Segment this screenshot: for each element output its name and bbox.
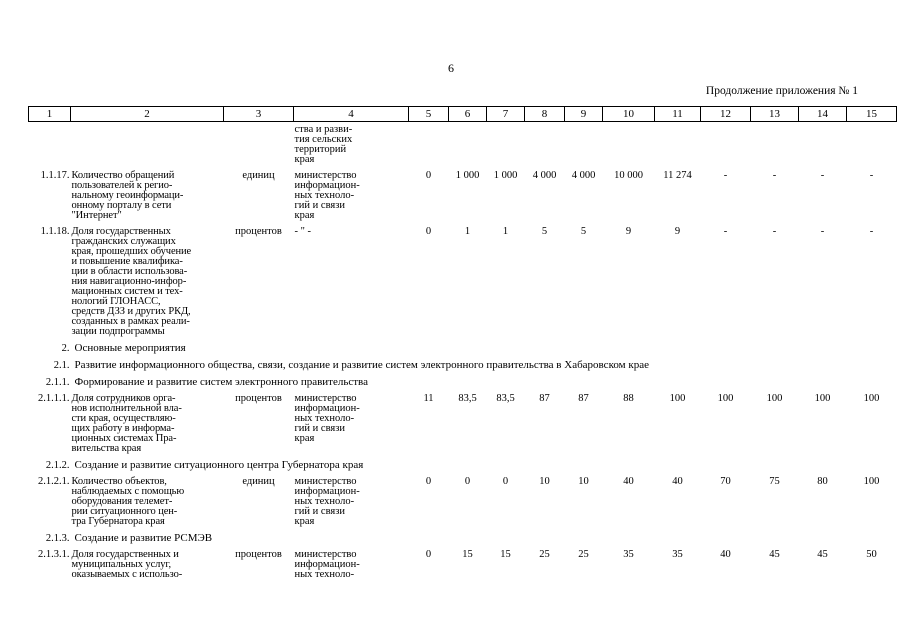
indicator-name: Количество обращений пользователей к регио- нальному геоинформаци- онному порталу в сети "Интернет"	[71, 170, 184, 221]
column-header-8: 8	[525, 107, 565, 122]
column-header-1: 1	[29, 107, 71, 122]
value-col-6: 83,5	[458, 393, 477, 404]
value-col-8: 4 000	[532, 170, 557, 181]
value-col-8: 5	[541, 226, 548, 237]
column-header-3: 3	[224, 107, 294, 122]
section-row	[29, 530, 897, 547]
value-col-11: 40	[672, 476, 683, 487]
value-col-10: 10 000	[614, 170, 643, 181]
value-col-14: 100	[814, 393, 831, 404]
table-row	[29, 474, 897, 530]
unit-of-measure: единиц	[242, 476, 275, 487]
value-col-13: -	[772, 170, 777, 181]
value-col-15: -	[869, 226, 874, 237]
table-body	[29, 122, 897, 584]
value-col-14: 45	[817, 549, 828, 560]
value-col-11	[655, 122, 701, 169]
value-col-7	[487, 122, 525, 169]
unit-of-measure: процентов	[235, 393, 282, 404]
column-header-4: 4	[294, 107, 409, 122]
section-number: 2.1.3.	[45, 533, 70, 544]
value-col-8: 25	[539, 549, 550, 560]
value-col-7: 0	[502, 476, 509, 487]
value-col-10: 35	[623, 549, 634, 560]
value-col-6	[449, 122, 487, 169]
value-col-11: 35	[672, 549, 683, 560]
column-header-2: 2	[71, 107, 224, 122]
table-row	[29, 122, 897, 169]
indicator-name: Доля сотрудников орга- нов исполнительной вла- сти края, осуществляю- щих работу в информа- ционных системах Пра- вительства края	[71, 393, 182, 454]
column-number-header	[29, 107, 897, 122]
section-title: Развитие информационного общества, связи, создание и развитие систем электронного правительства в Хабаровском крае	[74, 359, 649, 371]
row-number	[29, 122, 71, 169]
table-row	[29, 168, 897, 224]
value-col-8: 10	[539, 476, 550, 487]
value-col-7: 1 000	[493, 170, 518, 181]
section-number: 2.	[61, 343, 70, 354]
column-header-10: 10	[603, 107, 655, 122]
value-col-7: 1	[502, 226, 509, 237]
value-col-9: 4 000	[571, 170, 596, 181]
executor: министерство информацион- ных техноло-	[294, 549, 360, 580]
value-col-11: 11 274	[663, 170, 692, 181]
value-col-14: -	[820, 226, 825, 237]
value-col-6: 15	[462, 549, 473, 560]
value-col-7: 83,5	[496, 393, 515, 404]
value-col-14: 80	[817, 476, 828, 487]
value-col-5	[409, 122, 449, 169]
value-col-12: 100	[717, 393, 734, 404]
value-col-13	[751, 122, 799, 169]
indicators-table	[28, 106, 897, 583]
section-title: Формирование и развитие систем электронного правительства	[74, 376, 368, 388]
column-header-5: 5	[409, 107, 449, 122]
section-title: Создание и развитие ситуационного центра Губернатора края	[74, 459, 364, 471]
table-row	[29, 547, 897, 583]
section-row	[29, 374, 897, 391]
section-row	[29, 340, 897, 357]
value-col-14: -	[820, 170, 825, 181]
continuation-note: Продолжение приложения № 1	[705, 85, 858, 97]
value-col-10	[603, 122, 655, 169]
column-header-7: 7	[487, 107, 525, 122]
row-number: 2.1.1.1.	[38, 393, 70, 404]
indicator-name: Доля государственных гражданских служащих края, прошедших обучение и повышение квалифика- ции в области использова- ния навигационно-инфор- мационных систем и тех- нологий ГЛОНАСС, средств ДЗЗ и других РКД, созданных в рамках реали- зации подпрограммы	[71, 226, 192, 337]
value-col-14	[799, 122, 847, 169]
table-row	[29, 391, 897, 457]
unit-of-measure: единиц	[242, 170, 275, 181]
indicator-name: Количество объектов, наблюдаемых с помощью оборудования телемет- рии ситуационного цен- тра Губернатора края	[71, 476, 185, 527]
section-title: Создание и развитие РСМЭВ	[74, 532, 213, 544]
value-col-6: 1	[464, 226, 471, 237]
column-header-15: 15	[847, 107, 897, 122]
value-col-15: -	[869, 170, 874, 181]
value-col-7: 15	[500, 549, 511, 560]
value-col-10: 88	[623, 393, 634, 404]
value-col-5: 0	[425, 549, 432, 560]
indicator-name	[71, 122, 224, 169]
column-header-9: 9	[565, 107, 603, 122]
value-col-13: 75	[769, 476, 780, 487]
section-number: 2.1.1.	[45, 377, 70, 388]
value-col-9: 25	[578, 549, 589, 560]
row-number: 1.1.17.	[40, 170, 70, 181]
column-header-12: 12	[701, 107, 751, 122]
section-number: 2.1.	[53, 360, 70, 371]
section-title: Основные мероприятия	[74, 342, 186, 354]
value-col-6: 0	[464, 476, 471, 487]
value-col-13: 100	[766, 393, 783, 404]
page-number: 6	[448, 61, 454, 75]
value-col-13: -	[772, 226, 777, 237]
section-row	[29, 457, 897, 474]
row-number: 2.1.3.1.	[38, 549, 70, 560]
executor: ства и разви- тия сельских территорий края	[294, 124, 353, 165]
value-col-11: 100	[669, 393, 686, 404]
value-col-5: 0	[425, 170, 432, 181]
executor: министерство информацион- ных техноло- гий и связи края	[294, 393, 360, 444]
value-col-15: 100	[863, 476, 880, 487]
section-number: 2.1.2.	[45, 460, 70, 471]
value-col-12: 40	[720, 549, 731, 560]
value-col-15	[847, 122, 897, 169]
value-col-12: 70	[720, 476, 731, 487]
value-col-9: 10	[578, 476, 589, 487]
value-col-5: 11	[423, 393, 434, 404]
value-col-12: -	[723, 170, 728, 181]
value-col-9: 5	[580, 226, 587, 237]
value-col-5: 0	[425, 476, 432, 487]
value-col-9	[565, 122, 603, 169]
value-col-11: 9	[674, 226, 681, 237]
unit-of-measure	[224, 122, 294, 169]
column-header-6: 6	[449, 107, 487, 122]
row-number: 2.1.2.1.	[38, 476, 70, 487]
value-col-6: 1 000	[455, 170, 480, 181]
value-col-13: 45	[769, 549, 780, 560]
indicator-name: Доля государственных и муниципальных услуг, оказываемых с использо-	[71, 549, 183, 580]
executor: министерство информацион- ных техноло- гий и связи края	[294, 170, 360, 221]
table-row	[29, 224, 897, 340]
section-row	[29, 357, 897, 374]
value-col-10: 40	[623, 476, 634, 487]
value-col-12: -	[723, 226, 728, 237]
unit-of-measure: процентов	[235, 226, 282, 237]
value-col-15: 100	[863, 393, 880, 404]
row-number: 1.1.18.	[40, 226, 70, 237]
column-header-14: 14	[799, 107, 847, 122]
value-col-15: 50	[866, 549, 877, 560]
value-col-9: 87	[578, 393, 589, 404]
column-header-11: 11	[655, 107, 701, 122]
value-col-8	[525, 122, 565, 169]
value-col-8: 87	[539, 393, 550, 404]
value-col-10: 9	[625, 226, 632, 237]
column-header-13: 13	[751, 107, 799, 122]
value-col-5: 0	[425, 226, 432, 237]
executor: министерство информацион- ных техноло- гий и связи края	[294, 476, 360, 527]
value-col-12	[701, 122, 751, 169]
executor: - " -	[294, 226, 312, 237]
unit-of-measure: процентов	[235, 549, 282, 560]
